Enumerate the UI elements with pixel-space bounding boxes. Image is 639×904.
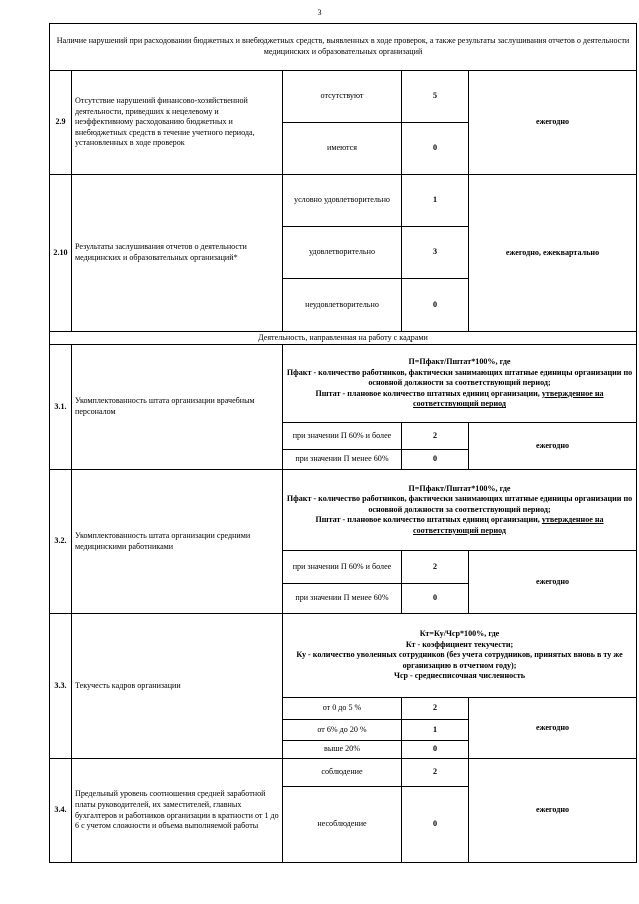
indicator-text: Предельный уровень соотношения средней заработной платы руководителей, их заместителей, главных бухгалтеров и работников организации в кратности от 1 до 6 с учетом сложности и объема выполняемой работы <box>72 759 283 863</box>
indicator-text: Укомплектованность штата организации средними медицинскими работниками <box>72 470 283 614</box>
periodicity: ежегодно <box>469 759 637 863</box>
indicator-text: Результаты заслушивания отчетов о деятельности медицинских и образовательных организаций* <box>72 175 283 332</box>
page-number: 3 <box>317 8 322 17</box>
formula-block <box>283 345 637 423</box>
value-label: при значении П 60% и более <box>283 551 402 584</box>
value-label: условно удовлетворительно <box>283 175 402 227</box>
value-label: удовлетворительно <box>283 227 402 279</box>
score: 0 <box>402 741 469 759</box>
score: 5 <box>402 71 469 123</box>
formula-title: Кт=Ку/Чср*100%, где <box>419 629 500 639</box>
table-header: Наличие нарушений при расходовании бюджетных и внебюджетных средств, выявленных в ходе проверок, а также результаты заслушивания отчетов о деятельности медицинских и образовательных организаций <box>50 24 637 71</box>
score: 2 <box>402 551 469 584</box>
value-label: отсутствуют <box>283 71 402 123</box>
periodicity: ежегодно, ежеквартально <box>469 175 637 332</box>
row-number: 2.9 <box>50 71 72 175</box>
value-label: при значении П 60% и более <box>283 423 402 450</box>
row-number: 3.1. <box>50 345 72 470</box>
criteria-table <box>49 23 637 863</box>
formula-line: Пфакт - количество работников, фактически занимающих штатные единицы организации по основной должности за соответствующий период; <box>286 494 633 514</box>
periodicity: ежегодно <box>469 423 637 470</box>
indicator-text: Текучесть кадров организации <box>72 614 283 759</box>
row-number: 3.4. <box>50 759 72 863</box>
value-label: соблюдение <box>283 759 402 787</box>
formula-underlined: утвержденное на соответствующий период <box>413 515 604 535</box>
score: 0 <box>402 279 469 332</box>
formula-line: Кт - коэффициент текучести; <box>405 639 514 649</box>
formula-title: П=Пфакт/Пштат*100%, где <box>408 357 511 367</box>
value-label: при значении П менее 60% <box>283 450 402 470</box>
periodicity: ежегодно <box>469 71 637 175</box>
score: 0 <box>402 584 469 614</box>
formula-line: Ку - количество уволенных сотрудников (без учета сотрудников, принятых вновь в ту же организацию в отчетном году); <box>296 650 623 670</box>
score: 2 <box>402 759 469 787</box>
value-label: несоблюдение <box>283 787 402 863</box>
score: 3 <box>402 227 469 279</box>
score: 1 <box>402 175 469 227</box>
score: 2 <box>402 698 469 720</box>
formula-line: Пштат - плановое количество штатных единиц организации, утвержденное на соответствующий период <box>315 515 604 535</box>
row-number: 3.2. <box>50 470 72 614</box>
row-number: 2.10 <box>50 175 72 332</box>
value-label: при значении П менее 60% <box>283 584 402 614</box>
score: 0 <box>402 123 469 175</box>
row-number: 3.3. <box>50 614 72 759</box>
indicator-text: Отсутствие нарушений финансово-хозяйственной деятельности, приведших к нецелевому и неэффективному расходованию бюджетных и внебюджетных средств в течение учетного периода, установленных в ходе проверок <box>72 71 283 175</box>
formula-underlined: утвержденное на соответствующий период <box>413 388 604 409</box>
score: 0 <box>402 787 469 863</box>
indicator-text: Укомплектованность штата организации врачебным персоналом <box>72 345 283 470</box>
formula-line: Чср - среднесписочная численность <box>394 671 526 681</box>
score: 2 <box>402 423 469 450</box>
formula-title: П=Пфакт/Пштат*100%, где <box>408 483 511 493</box>
periodicity: ежегодно <box>469 698 637 759</box>
formula-block <box>283 470 637 551</box>
formula-line: Пштат - плановое количество штатных единиц организации, утвержденное на соответствующий период <box>315 388 604 409</box>
score: 0 <box>402 450 469 470</box>
score: 1 <box>402 720 469 741</box>
value-label: от 6% до 20 % <box>283 720 402 741</box>
formula-block <box>283 614 637 698</box>
value-label: от 0 до 5 % <box>283 698 402 720</box>
formula-line: Пфакт - количество работников, фактически занимающих штатные единицы организации по основной должности за соответствующий период; <box>286 367 633 388</box>
value-label: выше 20% <box>283 741 402 759</box>
periodicity: ежегодно <box>469 551 637 614</box>
section-header: Деятельность, направленная на работу с кадрами <box>50 332 637 345</box>
value-label: неудовлетворительно <box>283 279 402 332</box>
value-label: имеются <box>283 123 402 175</box>
